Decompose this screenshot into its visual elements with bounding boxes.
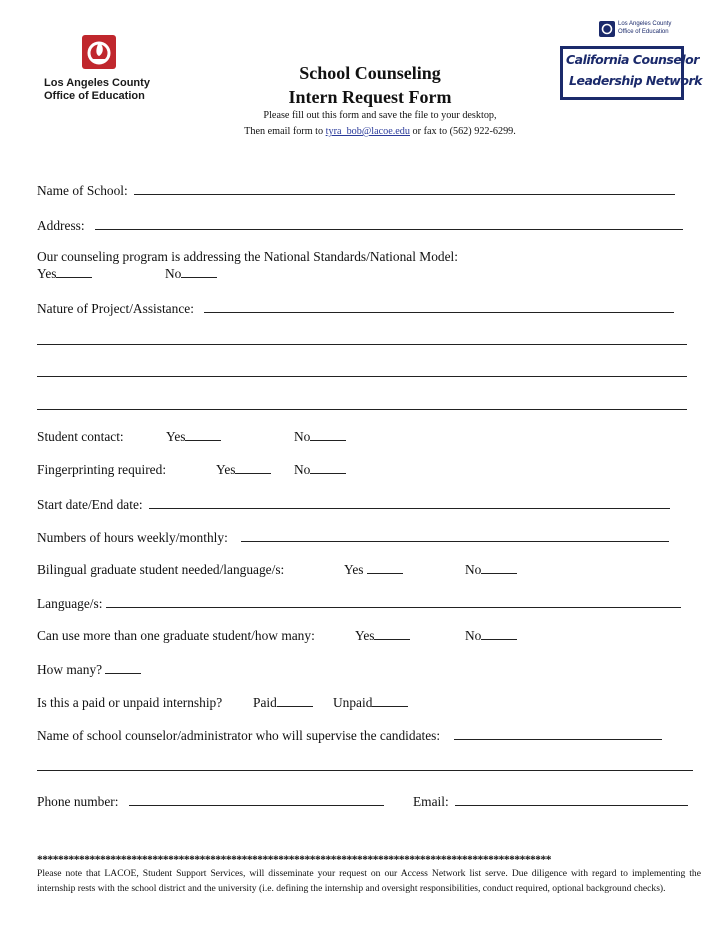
supervisor-input-line2[interactable] — [37, 770, 693, 771]
student-contact-yes-input[interactable] — [185, 429, 221, 441]
field-nature: Nature of Project/Assistance: — [37, 301, 674, 317]
field-phone: Phone number: Email: — [37, 794, 384, 810]
fingerprinting-yes-input[interactable] — [235, 462, 271, 474]
paid-input[interactable] — [277, 695, 313, 707]
field-how-many: How many? — [37, 662, 141, 678]
cclN-line2: Leadership Network — [569, 73, 702, 88]
student-contact-no-input[interactable] — [310, 429, 346, 441]
more-than-one-yes-input[interactable] — [374, 628, 410, 640]
lacoe-small-icon — [598, 20, 616, 38]
field-name-of-school: Name of School: — [37, 183, 675, 199]
fingerprinting-no-input[interactable] — [310, 462, 346, 474]
email-link[interactable]: tyra_bob@lacoe.edu — [325, 126, 410, 137]
field-supervisor: Name of school counselor/administrator who will supervise the candidates: — [37, 728, 662, 744]
form-title-line1: School Counseling — [299, 63, 441, 83]
stars-divider: ************************************************************************************************** — [37, 854, 552, 866]
field-dates: Start date/End date: — [37, 497, 670, 513]
more-than-one-no-input[interactable] — [481, 628, 517, 640]
field-bilingual: Bilingual graduate student needed/language/s: Yes No — [37, 562, 284, 578]
bilingual-yes-input[interactable] — [367, 562, 403, 574]
nature-input-line4[interactable] — [37, 409, 687, 410]
field-paid: Is this a paid or unpaid internship? Paid Unpaid — [37, 695, 222, 711]
unpaid-input[interactable] — [372, 695, 408, 707]
bilingual-no-input[interactable] — [481, 562, 517, 574]
cclN-small-line1: Los Angeles County — [618, 21, 672, 27]
lacoe-logo-line2: Office of Education — [44, 90, 145, 102]
lacoe-logo — [44, 34, 169, 104]
language-input[interactable] — [106, 596, 681, 608]
nature-input[interactable] — [204, 301, 674, 313]
field-student-contact: Student contact: Yes No — [37, 429, 124, 445]
how-many-input[interactable] — [105, 662, 141, 674]
cclN-box — [560, 46, 702, 100]
cclN-line1: California Counselor — [566, 52, 699, 67]
field-hours: Numbers of hours weekly/monthly: — [37, 530, 669, 546]
field-language: Language/s: — [37, 596, 681, 612]
phone-input[interactable] — [129, 794, 384, 806]
cclN-logo — [558, 20, 702, 106]
email-input[interactable] — [455, 794, 688, 806]
form-title-line2: Intern Request Form — [288, 87, 452, 107]
nature-input-line2[interactable] — [37, 344, 687, 345]
lacoe-logo-line1: Los Angeles County — [44, 77, 150, 89]
standards-question: Our counseling program is addressing the National Standards/National Model: — [37, 249, 458, 264]
field-address: Address: — [37, 218, 683, 234]
standards-yes-input[interactable] — [56, 266, 92, 278]
nature-input-line3[interactable] — [37, 376, 687, 377]
field-fingerprinting: Fingerprinting required: Yes No — [37, 462, 166, 478]
hours-input[interactable] — [241, 530, 669, 542]
cclN-small-line2: Office of Education — [618, 29, 669, 35]
standards-options: Yes No — [37, 266, 92, 282]
lacoe-flame-icon — [81, 34, 117, 70]
field-more-than-one: Can use more than one graduate student/how many: Yes No — [37, 628, 315, 644]
footer-note: Please note that LACOE, Student Support Services, will disseminate your request on our Access Network list serve. Due diligence with regard to implementing the internship rests with the school district and the university (i.e. defining the internship and oversight responsibilities, conduct required, optional background checks). — [37, 868, 701, 894]
dates-input[interactable] — [149, 497, 670, 509]
instruction-line1: Please fill out this form and save the file to your desktop, — [263, 110, 497, 121]
supervisor-input[interactable] — [454, 728, 662, 740]
school-name-input[interactable] — [134, 183, 675, 195]
address-input[interactable] — [95, 218, 683, 230]
standards-no-input[interactable] — [181, 266, 217, 278]
instruction-line2: Then email form to tyra_bob@lacoe.edu or fax to (562) 922-6299. — [244, 126, 516, 137]
